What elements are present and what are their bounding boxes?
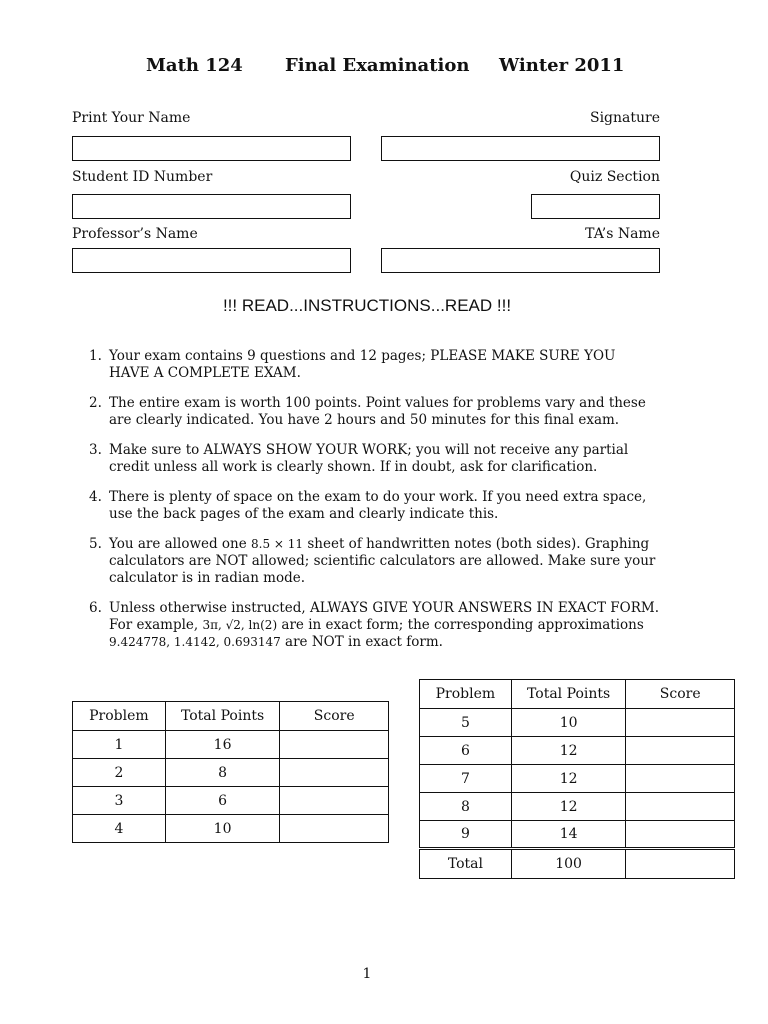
instruction-item: 6. Unless otherwise instructed, ALWAYS GIVE YOUR ANSWERS IN EXACT FORM. For example, 3π, √2, ln(2) are in exact form; the corresponding approximations 9.424778, 1.4142, 0.693147 are NOT in exact form. [89,600,659,650]
total-row [420,849,735,879]
math-expression: 9.424778, 1.4142, 0.693147 [109,635,281,649]
table-row: 2 8 [73,759,389,787]
student-id-label: Student ID Number [72,169,213,185]
ta-field[interactable] [381,248,660,273]
signature-field[interactable] [381,136,660,161]
score-header: Score [280,702,389,731]
professor-field[interactable] [72,248,351,273]
score-cell[interactable] [626,765,735,793]
score-cell[interactable] [280,815,389,843]
instruction-item: 3. Make sure to ALWAYS SHOW YOUR WORK; you will not receive any partial credit unless all work is clearly shown. If in doubt, ask for clarification. [89,442,629,475]
table-row: 5 10 [420,709,735,737]
score-cell[interactable] [280,787,389,815]
score-cell[interactable] [280,731,389,759]
page-number: 1 [362,966,372,982]
instructions-heading: !!! READ...INSTRUCTIONS...READ !!! [222,296,512,315]
problem-header: Problem [420,680,512,709]
instruction-item: 5. You are allowed one 8.5 × 11 sheet of handwritten notes (both sides). Graphing calculators are NOT allowed; scientific calculators are allowed. Make sure your calculator is in radian mode. [89,536,656,586]
score-cell[interactable] [626,793,735,821]
table-row: 7 12 [420,765,735,793]
total-label: Total [420,849,512,879]
table-row: 1 16 [73,731,389,759]
exam-term: Winter 2011 [499,55,625,76]
signature-label: Signature [589,110,660,126]
quiz-section-label: Quiz Section [569,169,660,185]
student-id-field[interactable] [72,194,351,219]
score-table-left [72,701,389,843]
instruction-item: 2. The entire exam is worth 100 points. Point values for problems vary and these are clearly indicated. You have 2 hours and 50 minutes for this final exam. [89,395,646,428]
professor-label: Professor’s Name [72,226,198,242]
name-field[interactable] [72,136,351,161]
score-cell[interactable] [280,759,389,787]
table-row: 6 12 [420,737,735,765]
table-row: 9 14 [420,821,735,849]
instruction-item: 4. There is plenty of space on the exam to do your work. If you need extra space, use the back pages of the exam and clearly indicate this. [89,489,647,522]
score-cell[interactable] [626,821,735,849]
total-points: 100 [511,849,626,879]
exam-title: Final Examination [285,55,470,76]
score-header: Score [626,680,735,709]
points-header: Total Points [165,702,280,731]
score-cell[interactable] [626,737,735,765]
name-label: Print Your Name [72,110,191,126]
math-expression: 3π, √2, ln(2) [202,618,278,632]
score-table-right [419,679,735,879]
instruction-item: 1. Your exam contains 9 questions and 12 pages; PLEASE MAKE SURE YOU HAVE A COMPLETE EXAM. [89,348,616,381]
math-expression: 8.5 × 11 [251,537,304,551]
problem-header: Problem [73,702,166,731]
points-header: Total Points [511,680,626,709]
score-cell[interactable] [626,709,735,737]
table-row: 4 10 [73,815,389,843]
quiz-section-field[interactable] [531,194,660,219]
course-title: Math 124 [146,55,243,76]
table-row: 8 12 [420,793,735,821]
instructions-list [72,348,660,664]
table-row: 3 6 [73,787,389,815]
ta-label: TA’s Name [585,226,660,242]
total-score-cell[interactable] [626,849,735,879]
